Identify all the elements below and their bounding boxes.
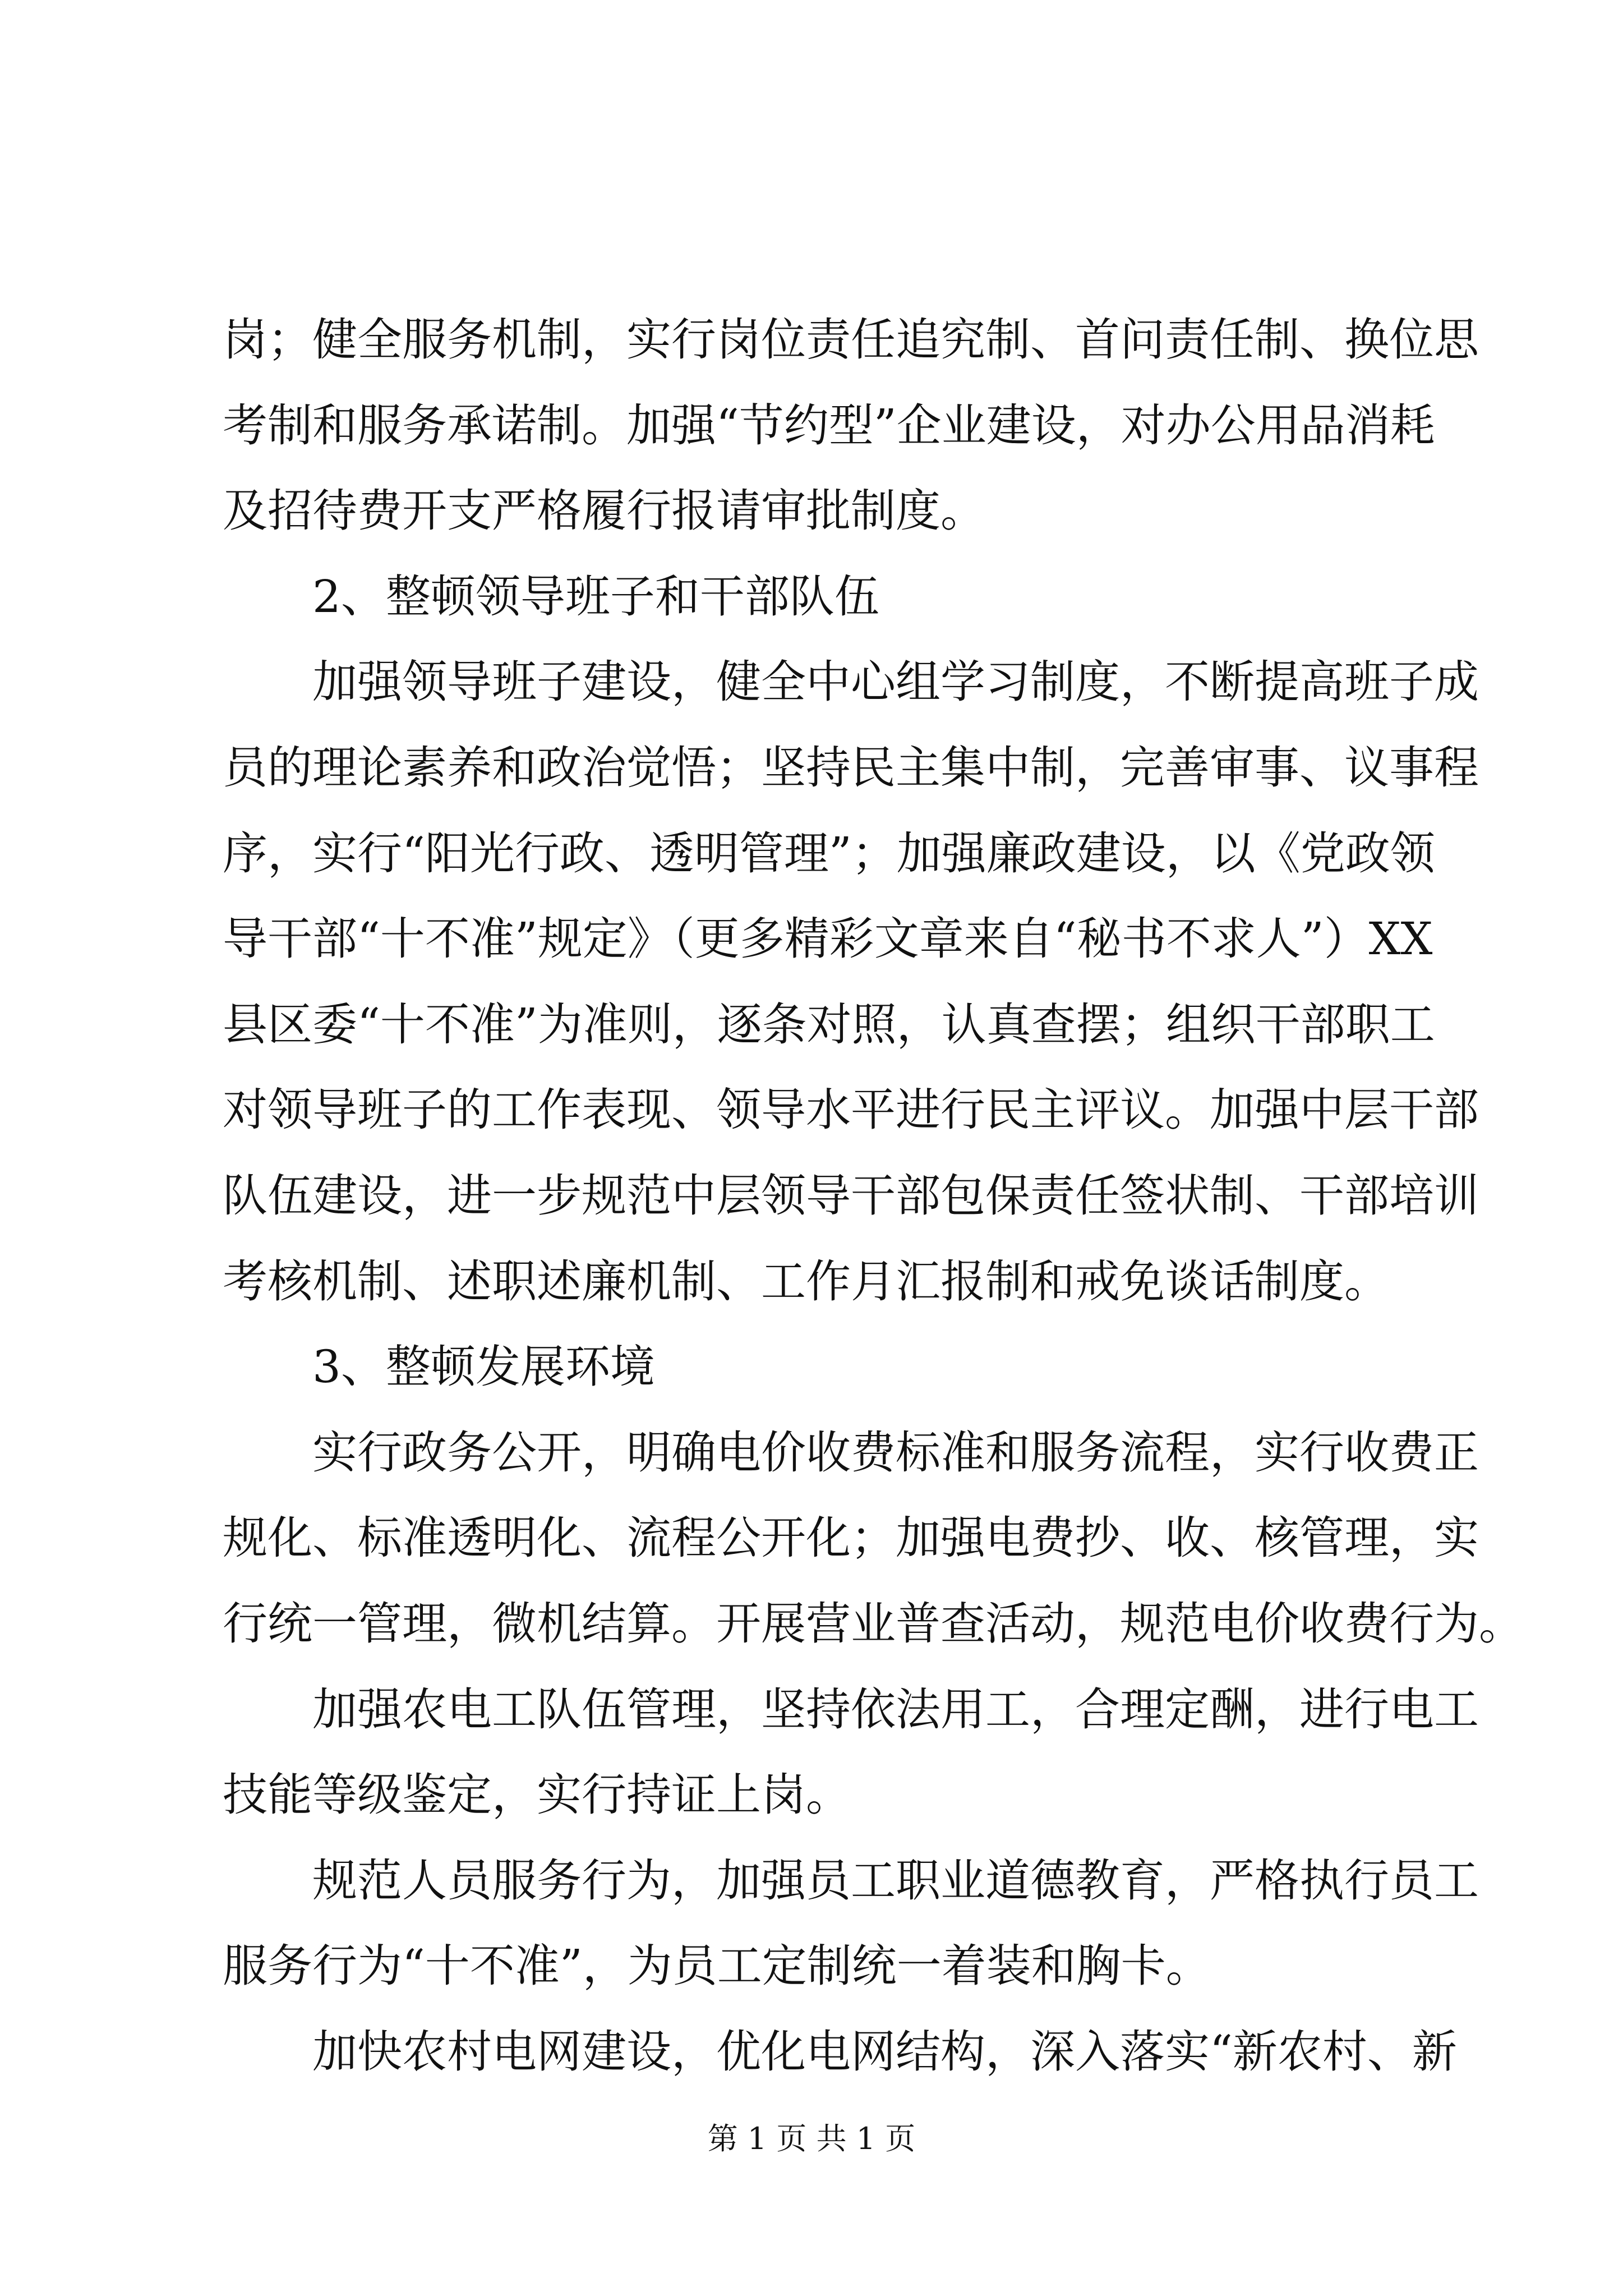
text-line: 加快农村电网建设，优化电网结构，深入落实“新农村、新	[312, 2025, 1457, 2078]
text-line: 实行政务公开，明确电价收费标准和服务流程，实行收费正	[312, 1426, 1479, 1479]
text-line: 员的理论素养和政治觉悟；坚持民主集中制，完善审事、议事程	[223, 741, 1479, 794]
text-line: 行统一管理，微机结算。开展营业普查活动，规范电价收费行为。	[223, 1597, 1524, 1650]
section-heading: 3、整顿发展环境	[312, 1341, 655, 1393]
text-line: 考核机制、述职述廉机制、工作月汇报制和戒免谈话制度。	[223, 1255, 1389, 1308]
text-line: 队伍建设，进一步规范中层领导干部包保责任签状制、干部培训	[223, 1169, 1479, 1222]
document-body	[223, 297, 1524, 2095]
text-line: 导干部“十不准”规定》（更多精彩文章来自“秘书不求人”）XX	[223, 913, 1433, 965]
text-line: 加强农电工队伍管理，坚持依法用工，合理定酬，进行电工	[312, 1683, 1479, 1736]
text-line: 考制和服务承诺制。加强“节约型”企业建设，对办公用品消耗	[223, 399, 1435, 452]
text-line: 岗；健全服务机制，实行岗位责任追究制、首问责任制、换位思	[223, 314, 1479, 366]
text-line: 序，实行“阳光行政、透明管理”；加强廉政建设，以《党政领	[223, 827, 1435, 880]
page-footer: 第 1 页 共 1 页	[707, 2121, 916, 2156]
text-line: 规范人员服务行为，加强员工职业道德教育，严格执行员工	[312, 1854, 1479, 1907]
section-heading: 2、整顿领导班子和干部队伍	[312, 570, 879, 623]
text-line: 县区委“十不准”为准则，逐条对照，认真查摆；组织干部职工	[223, 998, 1435, 1051]
text-line: 及招待费开支严格履行报请审批制度。	[223, 485, 985, 537]
text-line: 规化、标准透明化、流程公开化；加强电费抄、收、核管理，实	[223, 1512, 1479, 1565]
text-line: 技能等级鉴定，实行持证上岗。	[223, 1769, 851, 1821]
text-line: 加强领导班子建设，健全中心组学习制度，不断提高班子成	[312, 656, 1479, 708]
text-line: 对领导班子的工作表现、领导水平进行民主评议。加强中层干部	[223, 1084, 1479, 1137]
text-line: 服务行为“十不准”，为员工定制统一着装和胸卡。	[223, 1940, 1211, 1993]
